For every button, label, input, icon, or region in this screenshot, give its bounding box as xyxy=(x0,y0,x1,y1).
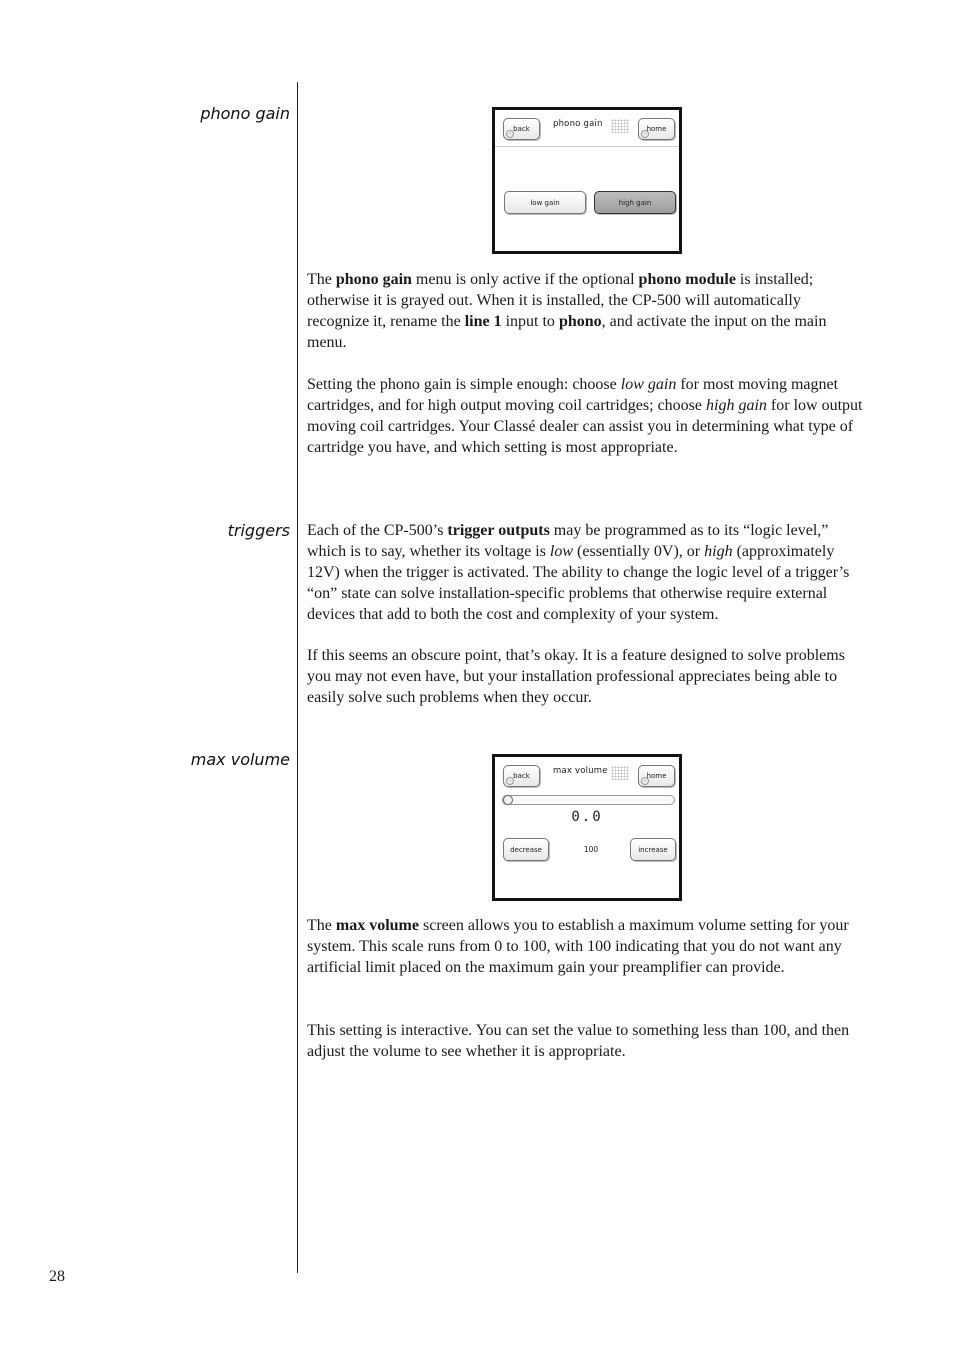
section-label-phono-gain: phono gain xyxy=(200,104,290,123)
phono-gain-paragraph-2 xyxy=(307,375,863,459)
high-gain-label: high gain xyxy=(618,198,652,207)
screen-title-bar xyxy=(495,757,679,793)
phono-gain-paragraph-1 xyxy=(307,270,863,354)
low-gain-button[interactable] xyxy=(504,191,586,214)
text-run: The xyxy=(307,271,336,288)
back-button[interactable] xyxy=(503,765,540,787)
column-divider-rule xyxy=(297,82,298,1273)
screen-title: phono gain xyxy=(553,119,603,129)
bold-term: trigger outputs xyxy=(447,522,550,539)
section-label-max-volume: max volume xyxy=(190,750,290,769)
text-run: for low output moving coil cartridges. Your Classé dealer can assist you in determining what type of cartridge you have, and which setting is most appropriate. xyxy=(307,396,863,456)
high-gain-button[interactable] xyxy=(594,191,676,214)
decrease-button[interactable] xyxy=(503,838,549,861)
screen-title: max volume xyxy=(553,766,608,776)
bold-term: line 1 xyxy=(464,312,502,330)
increase-button[interactable] xyxy=(630,838,676,861)
home-arrow-icon: ‹ xyxy=(641,130,649,138)
back-button-label: back xyxy=(513,772,530,780)
volume-slider-knob[interactable] xyxy=(503,795,513,805)
text-run: (approximately 12V) when the trigger is activated. The ability to change the logic level of a trigger’s “on” state can solve installation-specific problems that otherwise require external devices that add to both the cost and complexity of your system. xyxy=(307,542,850,623)
max-volume-value: 100 xyxy=(583,845,599,854)
dotted-pattern-decoration xyxy=(611,119,629,133)
text-run: (essentially 0V), or xyxy=(573,542,705,560)
text-run: Setting the phono gain is simple enough: choose xyxy=(307,376,621,393)
low-gain-label: low gain xyxy=(530,198,560,207)
bold-term: phono gain xyxy=(335,271,412,288)
text-run: The xyxy=(307,917,336,934)
text-run: screen allows you to establish a maximum volume setting for your system. This scale runs from 0 to 100, with 100 indicating that you do not want any artificial limit placed on the maximum gain your preamplifier can provide. xyxy=(307,917,849,976)
page-number: 28 xyxy=(49,1268,65,1285)
screen-title-bar xyxy=(495,110,679,147)
home-button-label: home xyxy=(646,125,667,133)
triggers-paragraph-1 xyxy=(307,521,863,626)
back-button-label: back xyxy=(513,125,530,133)
phono-gain-screen xyxy=(492,107,682,254)
bold-term: phono module xyxy=(638,271,736,288)
triggers-paragraph-2 xyxy=(307,646,863,709)
back-arrow-icon: ‹ xyxy=(506,777,514,785)
text-run: If this seems an obscure point, that’s okay. It is a feature designed to solve problems you may not even have, but your installation professional appreciates being able to easily solve such problems when they occur. xyxy=(307,647,845,706)
dotted-pattern-decoration xyxy=(611,766,629,780)
text-run: menu is only active if the optional xyxy=(411,271,639,288)
home-arrow-icon: ‹ xyxy=(641,777,649,785)
text-run: is installed; otherwise it is grayed out. When it is installed, the CP-500 will automatically recognize it, rename the xyxy=(307,271,814,330)
home-button-label: home xyxy=(646,772,667,780)
volume-readout: 0.0 xyxy=(571,809,603,825)
italic-term: high gain xyxy=(706,396,767,414)
bold-term: max volume xyxy=(335,917,419,934)
italic-term: low xyxy=(549,542,574,560)
home-button[interactable] xyxy=(638,765,675,787)
text-run: input to xyxy=(501,312,559,330)
max-volume-paragraph-1 xyxy=(307,916,863,979)
max-volume-screen xyxy=(492,754,682,901)
text-run: may be programmed as to its “logic level,” which is to say, whether its voltage is xyxy=(307,522,829,560)
max-volume-paragraph-2 xyxy=(307,1021,863,1063)
decrease-label: decrease xyxy=(510,845,542,854)
text-run: This setting is interactive. You can set the value to something less than 100, and then adjust the volume to see whether it is appropriate. xyxy=(307,1022,850,1060)
increase-label: increase xyxy=(638,845,668,854)
bold-term: phono xyxy=(558,312,602,330)
section-label-triggers: triggers xyxy=(227,521,290,540)
italic-term: low gain xyxy=(620,376,677,393)
italic-term: high xyxy=(704,542,733,560)
text-run: for most moving magnet cartridges, and for high output moving coil cartridges; choose xyxy=(307,376,839,414)
back-button[interactable] xyxy=(503,118,540,140)
text-run: Each of the CP-500’s xyxy=(307,522,448,539)
back-arrow-icon: ‹ xyxy=(506,130,514,138)
volume-slider-track[interactable] xyxy=(502,795,675,805)
text-run: , and activate the input on the main menu. xyxy=(307,312,827,351)
home-button[interactable] xyxy=(638,118,675,140)
